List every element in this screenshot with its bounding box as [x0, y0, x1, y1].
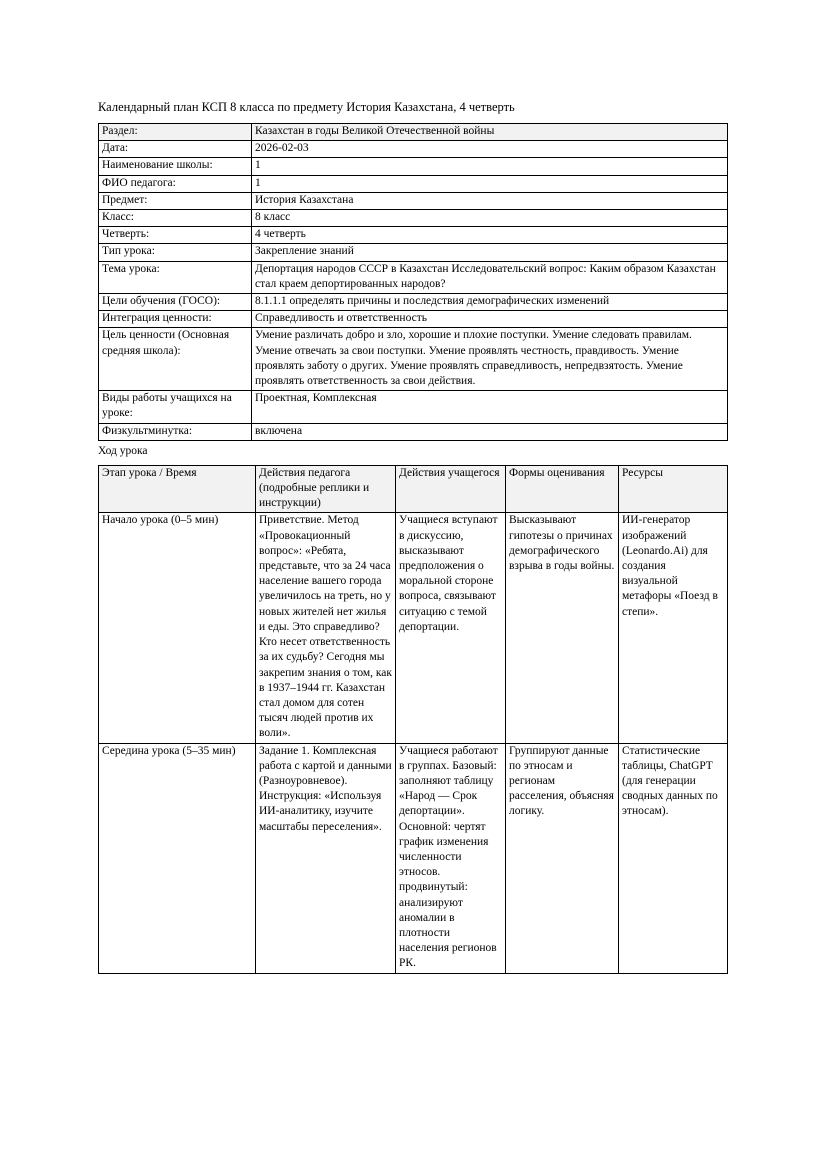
info-row-values-integration [99, 311, 728, 328]
assessment-cell: Группируют данные по этносам и регионам расселения, объясняя логику. [506, 743, 619, 973]
info-label: Дата: [99, 141, 252, 158]
column-header-student-actions: Действия учащегося [396, 465, 506, 513]
column-header-assessment: Формы оценивания [506, 465, 619, 513]
info-value: Справедливость и ответственность [252, 311, 728, 328]
info-label: Раздел: [99, 124, 252, 141]
column-header-resources: Ресурсы [619, 465, 728, 513]
info-label: Цели обучения (ГОСО): [99, 294, 252, 311]
teacher-actions-cell: Задание 1. Комплексная работа с картой и данными (Разноуровневое). Инструкция: «Используя ИИ-аналитику, изучите масштабы переселения». [256, 743, 396, 973]
info-label: Тема урока: [99, 261, 252, 293]
info-value: 4 четверть [252, 227, 728, 244]
lesson-flow-row-start [99, 513, 728, 743]
resources-cell: Статистические таблицы, ChatGPT (для генерации сводных данных по этносам). [619, 743, 728, 973]
info-row-work-types [99, 391, 728, 423]
info-value: включена [252, 423, 728, 440]
lesson-flow-row-middle [99, 743, 728, 973]
info-row-lesson-type [99, 244, 728, 261]
info-row-values-goal [99, 328, 728, 391]
info-value: Проектная, Комплексная [252, 391, 728, 423]
stage-cell: Середина урока (5–35 мин) [99, 743, 256, 973]
info-row-data [99, 141, 728, 158]
info-value: 8 класс [252, 210, 728, 227]
info-label: Класс: [99, 210, 252, 227]
lesson-flow-header-row [99, 465, 728, 513]
document-content [98, 99, 727, 974]
info-label: Тип урока: [99, 244, 252, 261]
teacher-actions-cell: Приветствие. Метод «Провокационный вопрос»: «Ребята, представьте, что за 24 часа население вашего города увеличилось на треть, но у новых жителей нет жилья и еды. Это справедливо? Кто несет ответственность за их судьбу? Сегодня мы закрепим знания о том, как в 1937–1944 гг. Казахстан стал домом для сотен тысяч людей против их воли». [256, 513, 396, 743]
info-label: ФИО педагога: [99, 175, 252, 192]
lesson-info-table [98, 123, 728, 441]
info-value: Казахстан в годы Великой Отечественной войны [252, 124, 728, 141]
info-value: 2026-02-03 [252, 141, 728, 158]
info-row-subject [99, 192, 728, 209]
info-value: Умение различать добро и зло, хорошие и плохие поступки. Умение следовать правилам. Умение отвечать за свои поступки. Умение проявлять честность, правдивость. Умение проявлять заботу о других. Умение проявлять справедливость, непредвзятость. Умение проявлять ответственность за свои действия. [252, 328, 728, 391]
info-label: Виды работы учащихся на уроке: [99, 391, 252, 423]
lesson-flow-table [98, 465, 728, 974]
info-row-physical-break [99, 423, 728, 440]
info-row-lesson-topic [99, 261, 728, 293]
info-label: Предмет: [99, 192, 252, 209]
info-row-teacher [99, 175, 728, 192]
info-label: Наименование школы: [99, 158, 252, 175]
section-heading-lesson-flow: Ход урока [98, 444, 148, 457]
info-label: Цель ценности (Основная средняя школа): [99, 328, 252, 391]
info-label: Четверть: [99, 227, 252, 244]
info-value: Закрепление знаний [252, 244, 728, 261]
info-label: Интеграция ценности: [99, 311, 252, 328]
info-value: История Казахстана [252, 192, 728, 209]
info-row-razdel [99, 124, 728, 141]
page-title: Календарный план КСП 8 класса по предмету История Казахстана, 4 четверть [98, 100, 515, 114]
info-label: Физкультминутка: [99, 423, 252, 440]
student-actions-cell: Учащиеся вступают в дискуссию, высказывают предположения о моральной стороне вопроса, связывают ситуацию с темой депортации. [396, 513, 506, 743]
info-value: 8.1.1.1 определять причины и последствия демографических изменений [252, 294, 728, 311]
assessment-cell: Высказывают гипотезы о причинах демографического взрыва в годы войны. [506, 513, 619, 743]
info-row-quarter [99, 227, 728, 244]
resources-cell: ИИ-генератор изображений (Leonardo.Ai) для создания визуальной метафоры «Поезд в степи». [619, 513, 728, 743]
info-row-goals [99, 294, 728, 311]
info-value: 1 [252, 158, 728, 175]
info-row-school [99, 158, 728, 175]
column-header-stage: Этап урока / Время [99, 465, 256, 513]
student-actions-cell: Учащиеся работают в группах. Базовый: заполняют таблицу «Народ — Срок депортации». Основной: чертят график изменения численности этносов. продвинутый: анализируют аномалии в плотности населения регионов РК. [396, 743, 506, 973]
info-row-class [99, 210, 728, 227]
info-value: 1 [252, 175, 728, 192]
stage-cell: Начало урока (0–5 мин) [99, 513, 256, 743]
info-value: Депортация народов СССР в Казахстан Исследовательский вопрос: Каким образом Казахстан стал краем депортированных народов? [252, 261, 728, 293]
column-header-teacher-actions: Действия педагога (подробные реплики и инструкции) [256, 465, 396, 513]
